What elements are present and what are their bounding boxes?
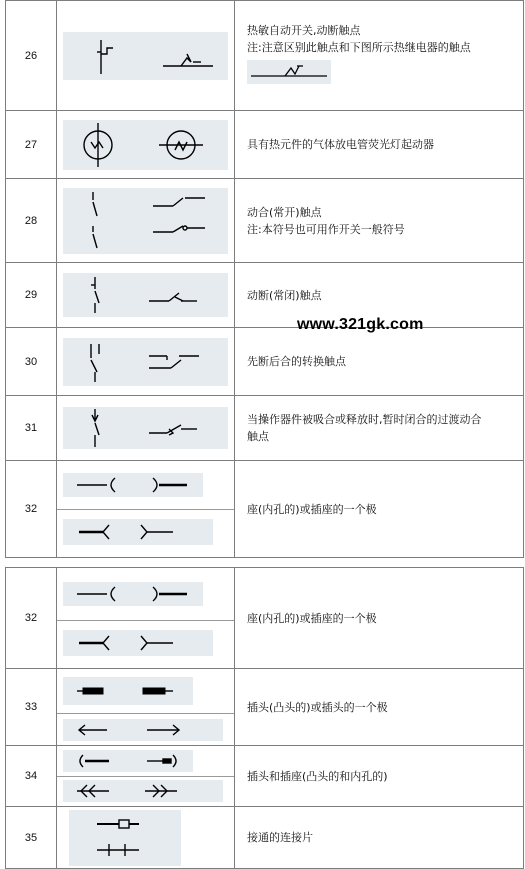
description-line: 座(内孔的)或插座的一个极 [247,502,377,516]
symbol-figure [57,807,235,869]
description [235,746,524,807]
description [235,179,524,263]
row-number: 27 [6,111,57,179]
row-number: 30 [6,328,57,396]
row-number: 32 [6,461,57,558]
plug-and-socket-alt-symbol [63,780,223,802]
table-row [6,568,524,669]
symbol-figure [57,568,235,669]
connecting-link-symbol [69,810,181,866]
table-row [6,111,524,179]
fluorescent-starter-symbol [63,120,228,170]
socket-pole-symbol [63,582,203,606]
symbol-figure [57,746,235,807]
symbol-figure [57,111,235,179]
description [235,396,524,461]
row-number: 35 [6,807,57,869]
symbol-figure [57,328,235,396]
table-row [6,1,524,111]
symbol-table-upper [5,0,524,558]
transition-make-contact-symbol [63,407,228,449]
description-line: 插头(凸头的)或插头的一个极 [247,700,388,714]
symbol-figure [57,669,235,746]
table-row [6,669,524,746]
table-row [6,263,524,328]
row-number: 26 [6,1,57,111]
description [235,807,524,869]
page-gap [0,559,525,567]
symbol-table-lower [5,567,524,869]
description-line: 座(内孔的)或插座的一个极 [247,611,377,625]
symbol-figure [57,179,235,263]
table-row [6,328,524,396]
symbol-figure [57,263,235,328]
symbol-figure [57,1,235,111]
symbol-figure [57,396,235,461]
row-number: 32 [6,568,57,669]
description-line: 插头和插座(凸头的和内孔的) [247,769,388,783]
row-number: 29 [6,263,57,328]
plug-pole-symbol [63,677,193,705]
watermark-text: www.321gk.com [297,316,424,333]
socket-pole-alt-symbol [63,630,213,656]
plug-pole-alt-symbol [63,719,223,741]
description-line: 具有热元件的气体放电管荧光灯起动器 [247,138,434,151]
table-row [6,179,524,263]
description-line: 当操作器件被吸合或释放时,暂时闭合的过渡动合 [247,413,482,426]
thermal-relay-contact-symbol [247,60,331,84]
row-number: 28 [6,179,57,263]
row-number: 33 [6,669,57,746]
description-line: 热敏自动开关,动断触点 [247,24,361,37]
description [235,669,524,746]
socket-pole-symbol [63,473,203,497]
table-row [6,746,524,807]
description [235,568,524,669]
make-contact-symbol [63,188,228,254]
table-row [6,461,524,558]
description-line: 注:本符号也可用作开关一般符号 [247,222,405,236]
socket-pole-alt-symbol [63,519,213,545]
row-number: 34 [6,746,57,807]
description-line: 动断(常闭)触点 [247,288,322,302]
description-line: 动合(常开)触点 [247,205,322,219]
table-row [6,396,524,461]
symbol-figure [57,461,235,558]
description [235,461,524,558]
description-line: 注:注意区别此触点和下图所示热继电器的触点 [247,41,471,54]
table-row [6,807,524,869]
row-number: 31 [6,396,57,461]
description [235,328,524,396]
plug-and-socket-symbol [63,750,193,772]
description-line: 先断后合的转换触点 [247,355,346,368]
break-contact-symbol [63,273,228,317]
thermal-switch-symbol [63,32,228,80]
description [235,111,524,179]
changeover-contact-symbol [63,338,228,386]
description [235,1,524,111]
description-line: 接通的连接片 [247,831,313,844]
description-line: 触点 [247,430,269,443]
